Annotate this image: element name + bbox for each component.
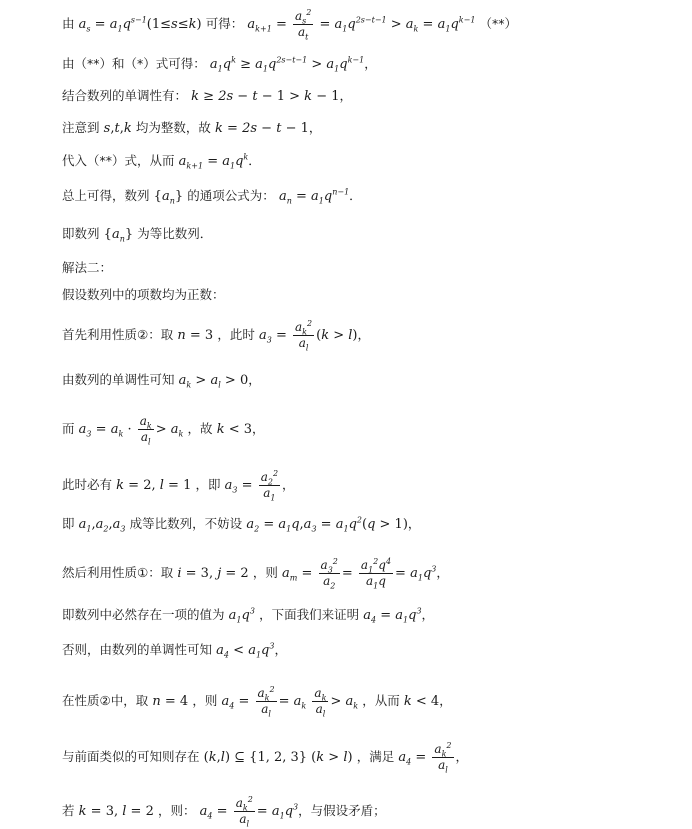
line-18-prefix: 在性质②中，取 [62,693,149,708]
proof-line-4 [62,120,321,137]
line-13-mid: ，即 [195,477,221,492]
line-13-math-a: k = 2, l = 1 [116,478,192,493]
line-2-suffix: ， [364,56,377,71]
line-1-prefix: 由 [62,16,75,31]
line-20-prefix: 若 [62,803,75,818]
line-19-suffix: ， [455,749,469,764]
line-12-suffix: ， [252,421,265,436]
line-1-math-a: $a_s = a_1q^{s-1}(1\le s\le k)$ [78,15,202,34]
line-14-math-a: $a_1,a_2,a_3$ [78,517,126,534]
line-20-math-a: k = 3, l = 2 [78,804,154,819]
line-8-heading: 解法二： [62,260,113,275]
line-19-math-a: (k,l) ⊆ {1, 2, 3} (k > l) [203,750,353,765]
proof-line-11 [62,372,261,389]
line-1-tag: （**） [479,16,518,31]
proof-line-14 [62,516,420,533]
line-18-mid2: ，从而 [362,693,400,708]
line-11-suffix: ， [248,372,261,387]
line-6-mid: 的通项公式为： [187,188,275,203]
line-19-math-b: $a_4$ = $\frac{a_k^2}{a_l}$ [398,741,452,775]
line-16-mid: ，下面我们来证明 [259,607,360,622]
line-13-suffix: ， [282,477,295,492]
proof-line-15 [62,558,449,589]
line-3-prefix: 结合数列的单调性有： [62,88,188,103]
line-4-suffix: ， [308,120,322,135]
line-12-mid: ，故 [187,421,213,436]
proof-line-2 [62,56,377,73]
line-4-math-b: k = 2s − t − 1 [215,121,309,136]
line-7-math: $\{a_n\}$ [103,227,134,244]
line-4-mid: 均为整数，故 [135,120,211,135]
line-1-seg: 可得： [205,16,244,31]
line-20-mid: ，则： [157,803,196,818]
proof-line-8 [62,260,112,277]
line-20-suffix: ，与假设矛盾； [298,803,386,818]
line-18-suffix: ， [439,693,452,708]
line-6-math-a: $\{a_n\}$ [153,189,184,206]
proof-line-20 [62,796,386,827]
line-13-prefix: 此时必有 [62,477,113,492]
line-10-mid: ，此时 [217,327,255,342]
line-6-suffix: ． [349,188,362,203]
proof-line-10 [62,320,370,351]
proof-line-6 [62,188,362,205]
line-12-math-a: $a_3 = a_k$ · $\frac{a_k}{a_l}$ > $a_k$ [78,414,184,447]
proof-line-13 [62,470,295,501]
proof-line-17 [62,642,287,659]
line-17-suffix: ， [274,642,287,657]
line-13-math-b: $a_3$ = $\frac{a_2^2}{a_1}$ [224,469,279,503]
proof-line-12 [62,414,265,445]
line-15-mid: ，则 [252,565,278,580]
line-18-mid: ，则 [192,693,218,708]
line-20-math-b: $a_4$ = $\frac{a_k^2}{a_l}$ = $a_1q^3$ [199,795,299,829]
line-3-math: k ≥ 2s − t − 1 > k − 1 [191,89,340,104]
proof-line-9 [62,287,225,304]
line-16-math-b: $a_4 = a_1q^3$ [363,606,422,625]
line-14-prefix: 即 [62,516,75,531]
proof-line-1 [62,9,517,40]
line-15-math-b: $a_m$ = $\frac{a_3^2}{a_2}$ = $\frac{a_1^2q^4}{a_1q}$ = $a_1q^3$ [281,557,437,591]
line-14-math-b: $a_2 = a_1q,a_3 = a_1q^2(q > 1)$ [246,515,408,534]
line-10-math-b: $a_3$ = $\frac{a_k^2}{a_l}$ (k > l) [258,319,358,353]
line-11-prefix: 由数列的单调性可知 [62,372,175,387]
line-17-prefix: 否则，由数列的单调性可知 [62,642,213,657]
line-7-prefix: 即数列 [62,226,100,241]
line-5-math: $a_{k+1} = a_1q^k$ [178,152,249,171]
line-11-math: $a_k > a_l > 0$ [178,373,249,390]
line-10-math-a: n = 3 [177,328,214,343]
line-4-prefix: 注意到 [62,120,100,135]
line-4-math-a: s,t,k [103,121,132,136]
line-2-prefix: 由（**）和（*）式可得： [62,56,206,71]
line-12-prefix: 而 [62,421,75,436]
line-15-suffix: ， [436,565,449,580]
line-19-prefix: 与前面类似的可知则存在 [62,749,200,764]
line-19-mid: ，满足 [356,749,395,764]
line-2-math: $a_1q^k \ge a_1q^{2s-t-1} > a_1q^{k-1}$ [209,55,365,74]
line-15-math-a: i = 3, j = 2 [177,566,249,581]
line-17-math: $a_4 < a_1q^3$ [216,641,275,660]
line-5-suffix: ． [248,153,261,168]
line-1-math-b: $a_{k+1}$ = $\frac{a_s^2}{a_t}$ = $a_1q^{2s-t-1} > a_k = a_1q^{k-1}$ [247,8,476,42]
line-6-math-b: $a_n = a_1q^{n-1}$ [278,187,350,206]
line-18-math-b: $a_4$ = $\frac{a_k^2}{a_l}$ = $a_k$ $\frac{a_k}{a_l}$ > $a_k$ [221,685,359,719]
proof-line-5 [62,153,261,170]
proof-line-3 [62,88,352,105]
proof-line-7 [62,226,212,243]
line-16-math-a: $a_1q^3$ [228,606,255,625]
line-14-suffix: ， [407,516,421,531]
line-16-suffix: ， [421,607,435,622]
proof-line-16 [62,607,434,624]
line-7-suffix: 为等比数列． [137,226,213,241]
line-5-prefix: 代入（**）式，从而 [62,153,175,168]
line-18-math-c: k < 4 [403,694,440,709]
line-18-math-a: n = 4 [152,694,189,709]
line-9-text: 假设数列中的项数均为正数： [62,287,225,302]
line-10-suffix: ， [357,327,371,342]
proof-line-19 [62,742,468,773]
line-16-prefix: 即数列中必然存在一项的值为 [62,607,225,622]
proof-line-18 [62,686,452,717]
line-12-math-b: k < 3 [216,422,253,437]
line-6-prefix: 总上可得，数列 [62,188,150,203]
line-14-mid: 成等比数列，不妨设 [129,516,243,531]
line-15-prefix: 然后利用性质①：取 [62,565,174,580]
line-10-prefix: 首先利用性质②：取 [62,327,174,342]
line-3-suffix: ， [339,88,352,103]
